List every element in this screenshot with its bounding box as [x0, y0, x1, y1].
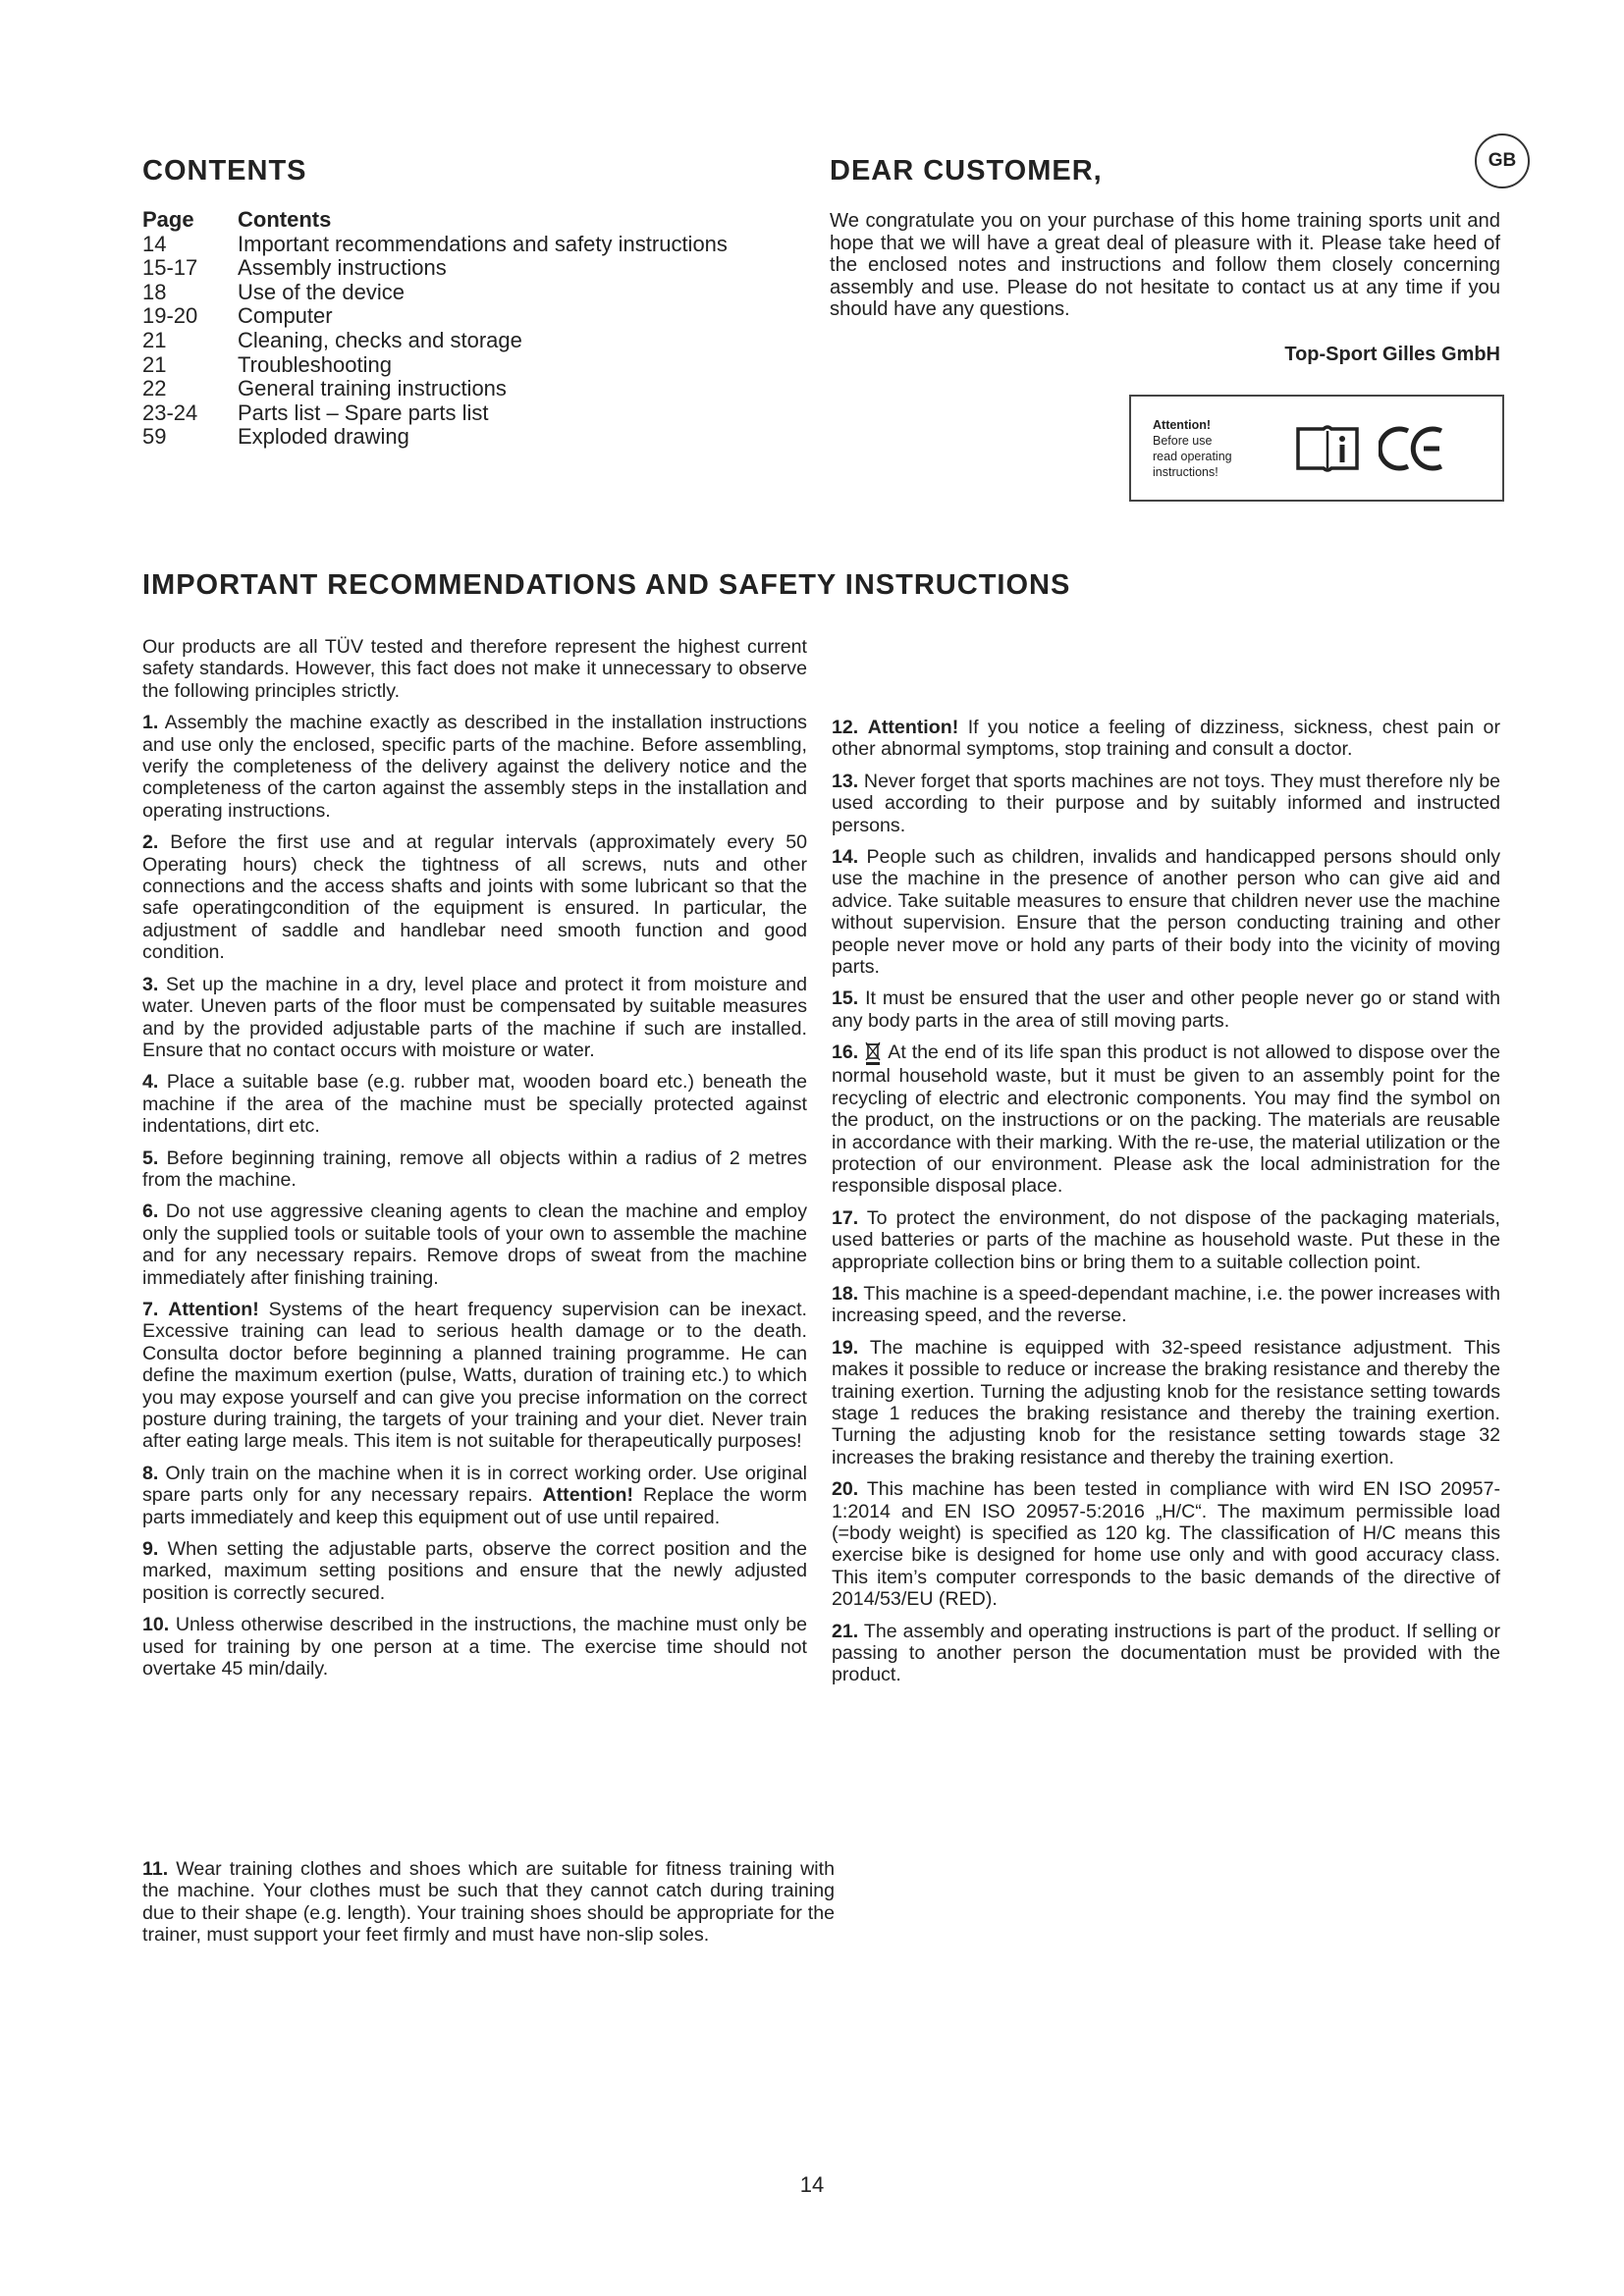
- item-number: 17.: [832, 1206, 859, 1229]
- item-number: 14.: [832, 846, 859, 869]
- contents-row[interactable]: [142, 233, 790, 257]
- safety-item-7: [142, 1299, 807, 1453]
- item-text: Set up the machine in a dry, level place and protect it from moisture and water. Uneven parts of the floor must be compensated by suitable measures and by the provided adjustable parts of the machine if such are installed. Ensure that no contact occurs with moisture or water.: [142, 973, 807, 1061]
- contents-header-row: [142, 208, 790, 233]
- item-number: 11.: [142, 1858, 169, 1880]
- item-number: 3.: [142, 973, 159, 995]
- ce-mark-icon: [1379, 423, 1449, 474]
- attention-label: Attention!: [867, 717, 959, 738]
- contents-title: CONTENTS: [142, 155, 307, 187]
- company-name: Top-Sport Gilles GmbH: [1284, 344, 1500, 365]
- customer-text: We congratulate you on your purchase of this home training sports unit and hope that we will have a great deal of pleasure with it. Please take heed of the enclosed notes and instructions and follow them closely concerning assembly and use. Please do not hesitate to contact us at any time if you should have any questions.: [830, 210, 1500, 321]
- safety-item-19: [832, 1337, 1500, 1468]
- item-text: Wear training clothes and shoes which are suitable for fitness training with the machine. Your clothes must be such that they cannot catch during training due to their shape (e.g. length). Your training shoes should be appropriate for the trainer, must support your feet firmly and must have non-slip soles.: [142, 1858, 835, 1947]
- item-text: Only train on the machine when it is in correct working order. Use original spare parts only for any necessary repairs.: [142, 1462, 807, 1507]
- contents-row[interactable]: [142, 329, 790, 353]
- safety-item-10: [142, 1614, 807, 1680]
- page-number: 14: [799, 2172, 825, 2197]
- item-text: If you notice a feeling of dizziness, sickness, chest pain or other abnormal symptoms, stop training and consult a doctor.: [832, 717, 1500, 761]
- item-text: Place a suitable base (e.g. rubber mat, wooden board etc.) beneath the machine if the area of the machine must be specially protected against indentations, dirt etc.: [142, 1071, 808, 1138]
- item-number: 1.: [142, 712, 159, 734]
- safety-item-16: [832, 1041, 1500, 1197]
- attention-label: Attention!: [168, 1298, 259, 1320]
- item-number: 12.: [832, 717, 859, 738]
- contents-row-label: Use of the device: [238, 279, 405, 304]
- safety-item-8: [142, 1463, 807, 1528]
- item-text: It must be ensured that the user and other people never go or stand with any body parts in the area of still moving parts.: [832, 988, 1500, 1032]
- item-text: The assembly and operating instructions is part of the product. If selling or passing to another person the documentation must be provided with the product.: [832, 1620, 1500, 1686]
- safety-item-17: [832, 1207, 1500, 1273]
- attention-label: Attention!: [542, 1484, 633, 1507]
- item-text: The machine is equipped with 32-speed resistance adjustment. This makes it possible to reduce or increase the braking resistance and thereby the training exertion. Turning the adjusting knob for the resistance setting towards stage 1 reduces the braking resistance and thereby the training exertion. Turning the adjusting knob for the resistance setting towards stage 32 increases the braking resistance and thereby the training exertion.: [832, 1336, 1500, 1468]
- contents-row-page: 18: [142, 279, 167, 304]
- contents-table: [142, 208, 790, 450]
- item-text: Before the first use and at regular intervals (approximately every 50 Operating hours) check the tightness of all screws, nuts and other connections and the access shafts and joints with some lubricant so that the safe operatingcondition of the equipment is ensured. In particular, the adjustment of saddle and handlebar need smooth function and good condition.: [142, 831, 808, 964]
- contents-row-page: 21: [142, 351, 167, 377]
- safety-item-1: [142, 712, 807, 822]
- contents-row[interactable]: [142, 281, 790, 305]
- contents-header-label: Contents: [238, 207, 332, 232]
- item-number: 16.: [832, 1041, 859, 1064]
- safety-item-6: [142, 1201, 807, 1289]
- contents-row-label: Computer: [238, 303, 333, 329]
- safety-item-12: [832, 717, 1500, 761]
- contents-row[interactable]: [142, 425, 790, 450]
- contents-row-page: 22: [142, 376, 167, 401]
- item-number: 7.: [142, 1298, 159, 1320]
- contents-row-page: 14: [142, 231, 167, 256]
- safety-item-3: [142, 974, 807, 1062]
- item-number: 8.: [142, 1462, 159, 1484]
- safety-item-5: [142, 1148, 807, 1192]
- item-text: Before beginning training, remove all objects within a radius of 2 metres from the machine.: [142, 1147, 807, 1191]
- item-text: Systems of the heart frequency supervision can be inexact. Excessive training can lead to serious health damage or to the death. Consulta doctor before beginning a planned training programme. He can define the maximum exertion (pulse, Watts, duration of training etc.) to which you may expose yourself and can give you precise information on the correct posture during training, the targets of your training and your diet. Never train after eating large meals. This item is not suitable for therapeutically purposes!: [142, 1298, 807, 1453]
- contents-row[interactable]: [142, 304, 790, 329]
- safety-item-2: [142, 831, 807, 963]
- safety-right-column: [832, 717, 1500, 1696]
- item-text: When setting the adjustable parts, observe the correct position and the marked, maximum setting positions and ensure that the newly adjusted position is correctly secured.: [142, 1538, 807, 1604]
- contents-row-label: Parts list – Spare parts list: [238, 400, 489, 425]
- notice-line-1: Attention!: [1153, 417, 1212, 432]
- notice-line-4: instructions!: [1153, 464, 1218, 479]
- item-number: 5.: [142, 1147, 159, 1169]
- attention-notice-box: [1129, 395, 1504, 502]
- contents-row[interactable]: [142, 353, 790, 378]
- item-text: This machine has been tested in compliance with wird EN ISO 20957-1:2014 and EN ISO 20957-5:2016 „H/C“. The maximum permissible load (=body weight) is specified as 120 kg. The classification of H/C means this exercise bike is designed for home use only and with good accuracy class. This item’s computer corresponds to the basic demands of the directive of 2014/53/EU (RED).: [832, 1478, 1500, 1611]
- contents-row-page: 19-20: [142, 303, 198, 329]
- contents-header-page: Page: [142, 207, 194, 232]
- item-text: People such as children, invalids and handicapped persons should only use the machine in the presence of another person who can give aid and advice. Take suitable measures to ensure that children never use the machine without supervision. Ensure that the person conducting training and other people never move or hold any parts of their body into the vicinity of moving parts.: [832, 846, 1500, 979]
- safety-intro: Our products are all TÜV tested and therefore represent the highest current safety standards. However, this fact does not make it unnecessary to observe the following principles strictly.: [142, 636, 807, 702]
- item-number: 9.: [142, 1538, 159, 1561]
- safety-item-9: [142, 1538, 807, 1604]
- safety-left-column: [142, 636, 807, 1689]
- crossed-bin-icon: [864, 1041, 882, 1065]
- item-text: This machine is a speed-dependant machine, i.e. the power increases with increasing speed, and the reverse.: [832, 1282, 1500, 1327]
- contents-row[interactable]: [142, 256, 790, 281]
- item-text: Replace the worm parts immediately and keep this equipment out of use until repaired.: [142, 1484, 807, 1528]
- contents-row-page: 59: [142, 424, 167, 450]
- safety-item-15: [832, 988, 1500, 1032]
- safety-item-20: [832, 1478, 1500, 1610]
- item-number: 2.: [142, 831, 159, 854]
- manual-info-icon: [1294, 423, 1361, 474]
- contents-row-label: Troubleshooting: [238, 351, 392, 377]
- item-number: 19.: [832, 1336, 859, 1359]
- contents-row-label: General training instructions: [238, 376, 507, 401]
- contents-row-label: Assembly instructions: [238, 255, 447, 281]
- item-number: 13.: [832, 770, 859, 792]
- notice-text: [1153, 417, 1269, 480]
- item-number: 20.: [832, 1478, 859, 1501]
- language-badge: GB: [1475, 133, 1530, 188]
- item-number: 6.: [142, 1201, 159, 1223]
- contents-row[interactable]: [142, 377, 790, 401]
- safety-item-21: [832, 1621, 1500, 1686]
- item-text: At the end of its life span this product is not allowed to dispose over the normal household waste, but it must be given to an assembly point for the recycling of electric and electronic components. You may find the symbol on the product, on the instructions or on the packing. The materials are reusable in accordance with their marking. With the re-use, the material utilization or the protection of our environment. Please ask the local administration for the responsible disposal place.: [832, 1041, 1500, 1198]
- contents-row-page: 21: [142, 327, 167, 352]
- contents-row-label: Exploded drawing: [238, 424, 409, 450]
- notice-line-2: Before use: [1153, 433, 1213, 448]
- safety-item-14: [832, 846, 1500, 978]
- item-number: 10.: [142, 1614, 170, 1636]
- contents-row[interactable]: [142, 401, 790, 426]
- safety-item-13: [832, 771, 1500, 836]
- notice-line-3: read operating: [1153, 449, 1232, 463]
- contents-row-page: 15-17: [142, 255, 198, 281]
- contents-row-label: Important recommendations and safety instructions: [238, 231, 728, 256]
- item-text: Do not use aggressive cleaning agents to clean the machine and employ only the supplied tools or suitable tools of your own to assemble the machine and for any necessary repairs. Remove drops of sweat from the machine immediately after finishing training.: [142, 1201, 807, 1289]
- contents-row-page: 23-24: [142, 400, 198, 425]
- contents-row-label: Cleaning, checks and storage: [238, 327, 522, 352]
- safety-item-11: [142, 1858, 835, 1947]
- item-number: 15.: [832, 988, 859, 1010]
- item-number: 18.: [832, 1282, 859, 1305]
- item-text: Assembly the machine exactly as described in the installation instructions and use only the enclosed, specific parts of the machine. Before assembling, verify the completeness of the delivery against the delivery notice and the completeness of the carton against the assembly steps in the installation and operating instructions.: [142, 712, 807, 822]
- safety-item-18: [832, 1283, 1500, 1327]
- item-text: Unless otherwise described in the instructions, the machine must only be used for training by one person at a time. The exercise time should not overtake 45 min/daily.: [142, 1614, 807, 1681]
- safety-item-4: [142, 1071, 807, 1137]
- item-number: 21.: [832, 1620, 859, 1642]
- customer-title: DEAR CUSTOMER,: [830, 155, 1103, 187]
- item-number: 4.: [142, 1071, 159, 1094]
- safety-title: IMPORTANT RECOMMENDATIONS AND SAFETY INSTRUCTIONS: [142, 569, 1071, 601]
- item-text: Never forget that sports machines are not toys. They must therefore nly be used according to their purpose and by suitably informed and instructed persons.: [832, 770, 1500, 836]
- item-text: To protect the environment, do not dispose of the packaging materials, used batteries or parts of the machine as household waste. Put these in the appropriate collection bins or bring them to a suitable collection point.: [832, 1206, 1500, 1273]
